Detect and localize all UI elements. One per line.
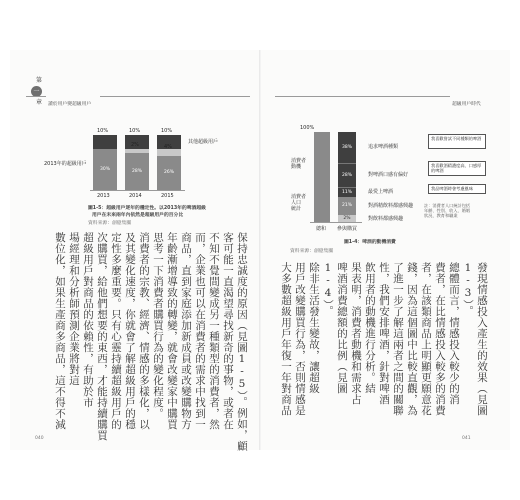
bar-2015-main-label: 26% — [163, 170, 174, 175]
x-label-2014: 2014 — [129, 193, 142, 199]
text-column: 不知不覺間變成另一種類型的消費者，然 — [208, 232, 220, 430]
other-super-users-label: 其他超級用戶 — [188, 139, 219, 145]
bar-2014-top-label: 10% — [129, 128, 141, 134]
chart2-motive-label: 消費者 動機 — [291, 158, 307, 170]
chart2-footnote: 註：消費者人口統計包括年齡、性別、收入、婚姻狀況、教育和職業 — [424, 203, 471, 218]
chart2-note-4: 對酒精飲料都感興趣 — [368, 203, 414, 209]
chart2-x-participation: 參與購買 — [337, 226, 358, 232]
chart1-x-axis — [90, 190, 185, 191]
text-column: 1-3）。 — [462, 262, 474, 317]
text-column: 果表明，消費者動機和需求占 — [350, 262, 362, 405]
bar-2013-main-label: 30% — [99, 167, 110, 172]
seg-28-label: 28% — [341, 173, 352, 178]
text-column: 數位化，如果生產商多商品，這不得不減 — [54, 232, 66, 430]
seg-2-label: 2% — [343, 216, 351, 221]
bar-2015-segment-mid — [157, 149, 181, 156]
text-column: 而，企業也可以在消費者的需求中找到一 — [194, 232, 206, 430]
text-column: 保持忠誠度的原因（見圖1-5）。例如，顧 — [236, 232, 248, 452]
super-users-2013-label: 2013年的超級用戶 — [44, 161, 87, 167]
text-column: 定性多麼重要。只有心靈持續超級用戶的 — [110, 232, 122, 430]
bar-participation — [338, 132, 356, 222]
chart2-note-2: 對啤酒口感有偏好 — [368, 172, 409, 178]
chart2-box-3: 我品啤酒時會考慮風味 — [428, 184, 486, 194]
text-column: 場經理和分析師預測企業將對這 — [68, 232, 80, 386]
text-column: 超級用戶對商品的依賴性，有助於市 — [82, 232, 94, 408]
header-rule-right — [275, 96, 450, 97]
page-number-right: 041 — [462, 436, 471, 441]
chapter-mark-top: 第 — [36, 77, 43, 84]
x-label-2013: 2013 — [97, 193, 110, 199]
seg-21-label: 21% — [341, 203, 352, 208]
chart2-demographic-label: 消費者 人口 統計 — [291, 194, 307, 212]
text-column: 商品，直到家庭添加新成員或改變購物方 — [180, 232, 192, 430]
bar-2013-segment-main — [93, 149, 117, 190]
chart2-box-2: 我喜歡酒精濃度高、口感厚的啤酒 — [428, 161, 486, 176]
chart2-source: 資料來源：創億集團 — [290, 249, 334, 254]
chart1-source: 資料來源：創億集團 — [88, 221, 132, 226]
text-column: 年齡漸增導致的轉變，就會改變家中購買 — [166, 232, 178, 430]
seg-11-label: 11% — [341, 190, 352, 195]
text-column: 性，我們安排啤酒，針對啤酒 — [378, 262, 390, 405]
bar-2014-main-label: 28% — [131, 169, 142, 174]
chart2-box-1: 我喜歡嘗試不同種類的啤酒 — [428, 134, 486, 149]
text-column: 消費者的宗教、經濟、情感的多樣化，以 — [138, 232, 150, 430]
seg-28 — [338, 163, 356, 188]
text-column: 思考一下消費者購買行為的變化程度。 — [152, 232, 164, 419]
left-header-title: 讀於用戶變超級用戶 — [48, 102, 92, 107]
header-rule-left-2 — [100, 96, 250, 97]
chart1-caption-line2: 用戶在未來兩年內依然是超級用戶的百分比 — [92, 213, 184, 218]
chart2-caption: 圖1-4：啤酒的動機消費 — [344, 240, 396, 245]
bar-total — [314, 132, 330, 222]
chart2-note-5: 對飲料都感興趣 — [368, 216, 404, 222]
text-column: 用戶改變購買行為，否則情感是 — [294, 262, 306, 416]
text-column: 者，在該類商品上明顯更願意花 — [420, 262, 432, 416]
seg-2 — [338, 215, 356, 222]
x-label-2015: 2015 — [161, 193, 174, 199]
text-column: 客可能一直渴望尋找新奇的事物，或者在 — [222, 232, 234, 430]
seg-38 — [338, 132, 356, 163]
header-rule-left — [26, 96, 46, 97]
chart2-y-top: 100% — [300, 125, 315, 131]
chart2-note-3: 最愛上啤酒 — [368, 189, 394, 195]
text-column: 除非生活發生變故，讓超級 — [308, 262, 320, 394]
seg-38-label: 38% — [341, 145, 352, 150]
text-column: 次購買，給他們想要的東西，才能持續購買 — [96, 232, 108, 441]
bar-2015-top-label: 10% — [161, 128, 173, 134]
text-column: 飲用者的動機進行分析。結 — [364, 262, 376, 394]
text-column: 錢，因為這個圖中比較直觀，為 — [406, 262, 418, 416]
text-column: 啤酒消費總額的比例（見圖 — [336, 262, 348, 394]
chart1-caption-line1: 圖1-5：超級用戶逐年的穩定性。以2013年的啤酒超級 — [88, 206, 206, 211]
bar-2015-segment-main — [157, 156, 181, 190]
chapter-mark-bottom: 章 — [36, 99, 43, 106]
bar-2013 — [93, 135, 117, 190]
chart2-x-total: 總和 — [316, 226, 327, 232]
page-number-left: 040 — [35, 436, 44, 441]
bar-2013-segment-top — [93, 135, 117, 149]
text-column: 及其變化速度，你就會了解超級用戶的穩 — [124, 232, 136, 430]
chart2-note-1: 追求啤酒種類 — [368, 144, 399, 150]
chapter-mark-circle: 一 — [31, 86, 42, 97]
bar-2013-top-label: 10% — [97, 128, 109, 134]
text-column: 1-4）。 — [322, 262, 334, 317]
chart2-x-axis — [310, 222, 362, 223]
text-column: 大多數超級用戶年復一年對商品 — [280, 262, 292, 416]
bar-2014-segment-main — [125, 153, 149, 190]
text-column: 總體而言，情感投入較少的消 — [448, 262, 460, 405]
text-column: 了進一步了解這兩者之間的關聯 — [392, 262, 404, 416]
bar-2014-mid-label: 2% — [131, 142, 139, 148]
text-column: 發現情感投入產生的效果（見圖 — [476, 262, 488, 416]
seg-21 — [338, 197, 356, 215]
text-column: 費者，在比情感投入較多的消費 — [434, 262, 446, 416]
right-header-title: 超級用戶時代 — [452, 102, 481, 107]
book-gutter — [259, 50, 261, 450]
bar-2015-mid-label-visible: 4% — [164, 144, 172, 150]
